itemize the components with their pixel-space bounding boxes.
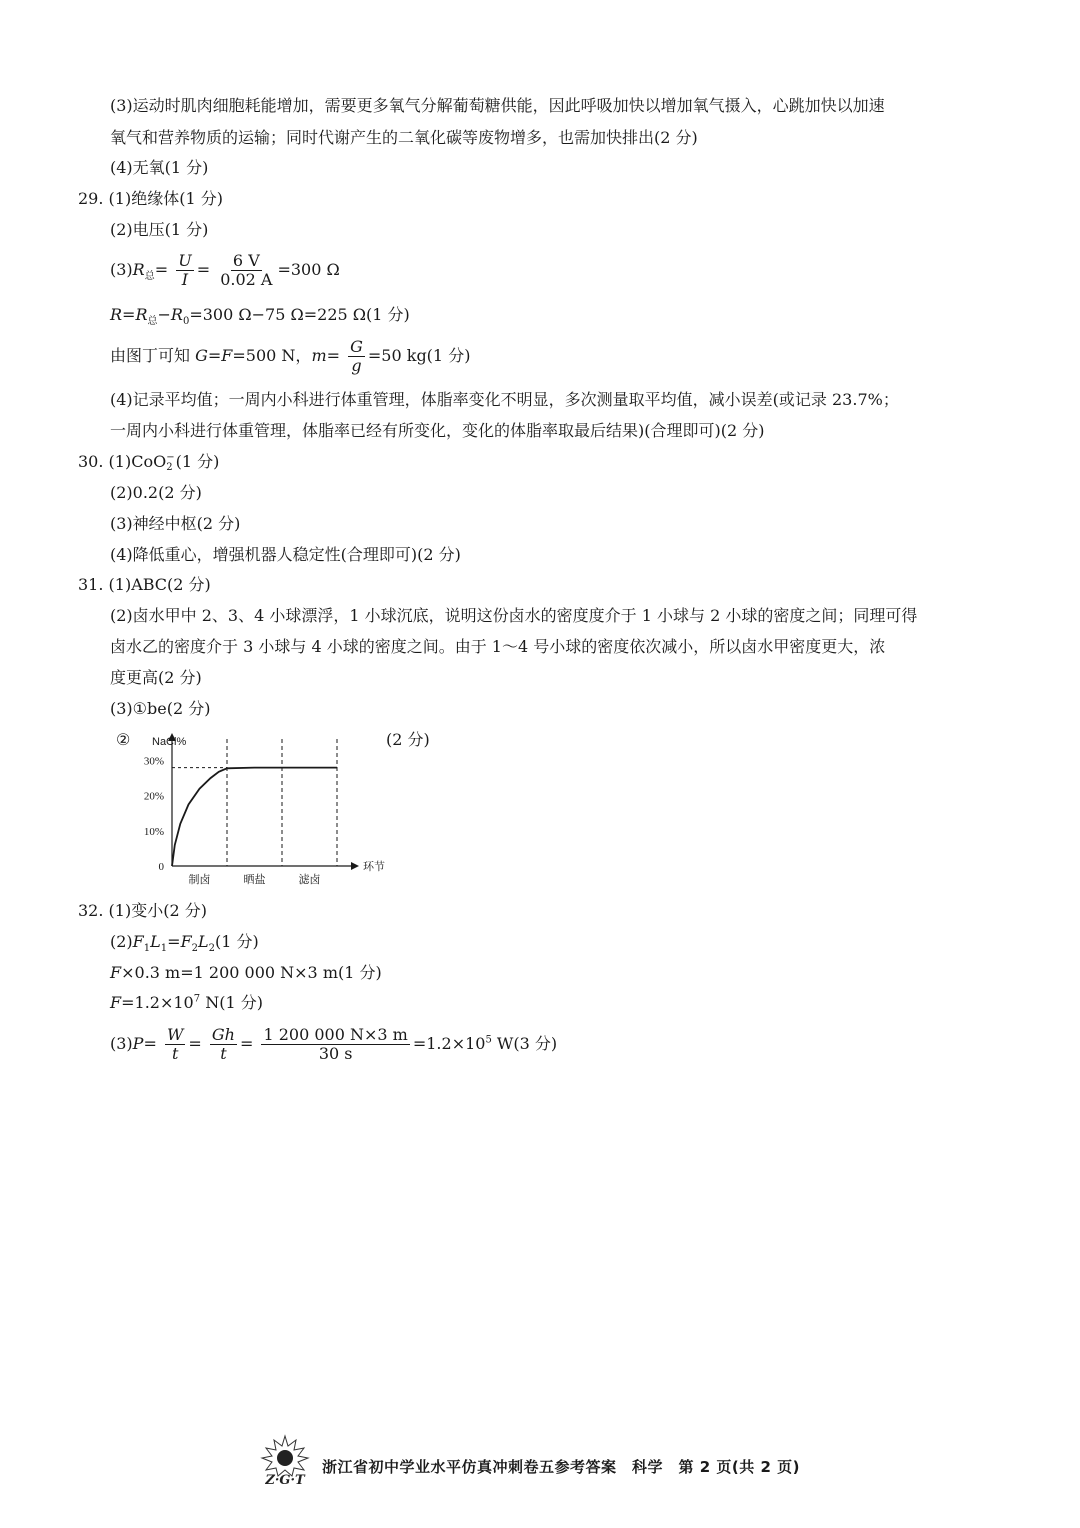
y-tick-label: 20% bbox=[143, 790, 164, 803]
denominator: g bbox=[351, 356, 362, 375]
q28-3-line1: (3)运动时肌肉细胞耗能增加，需要更多氧气分解葡萄糖供能，因此呼吸加快以增加氧气摄入，心跳加快以加速 bbox=[110, 96, 885, 115]
numerator: G bbox=[350, 337, 363, 356]
category-label: 制卤 bbox=[188, 873, 211, 886]
sub: 2 bbox=[191, 943, 199, 955]
text: W(3 分) bbox=[491, 1034, 558, 1053]
equals: = bbox=[167, 932, 181, 951]
text: (1 分) bbox=[215, 932, 259, 951]
q29-4-line2: 一周内小科进行体重管理，体脂率已经有所变化，变化的体脂率取最后结果)(合理即可)(2 分) bbox=[110, 421, 765, 440]
sub: 1 bbox=[143, 943, 151, 955]
q32-2c bbox=[110, 993, 263, 1013]
y-axis-label: NaCl% bbox=[152, 736, 187, 748]
chart-root bbox=[144, 733, 385, 886]
category-label: 晒盐 bbox=[243, 873, 266, 886]
q31-1: 31. (1)ABC(2 分) bbox=[78, 575, 211, 594]
q32-1: 32. (1)变小(2 分) bbox=[78, 901, 207, 920]
var-F1: F bbox=[132, 932, 144, 951]
formula-prefix: (3) bbox=[110, 260, 133, 279]
y-tick-label: 0 bbox=[158, 861, 164, 873]
var-F: F bbox=[221, 346, 233, 365]
fraction-work-over-time bbox=[261, 1027, 409, 1062]
exponent: 7 bbox=[193, 993, 201, 1005]
text: (1 分) bbox=[175, 452, 220, 471]
var-R: R bbox=[132, 260, 145, 279]
y-tick-label: 10% bbox=[143, 825, 164, 838]
fraction-w-over-t bbox=[165, 1027, 185, 1062]
result: =300 Ω−75 Ω=225 Ω(1 分) bbox=[189, 305, 410, 324]
exponent: 5 bbox=[485, 1034, 492, 1046]
var-R: R bbox=[110, 305, 123, 324]
category-label: 滤卤 bbox=[298, 873, 321, 886]
equals: = bbox=[122, 305, 136, 324]
text: N(1 分) bbox=[200, 993, 263, 1012]
var-m: m bbox=[311, 346, 327, 365]
text: 30. (1)CoO bbox=[78, 452, 167, 471]
equals: = bbox=[196, 260, 211, 279]
q32-3-power bbox=[110, 1024, 557, 1064]
denominator: t bbox=[171, 1044, 179, 1063]
denominator: t bbox=[220, 1044, 227, 1063]
nacl-curve bbox=[172, 768, 337, 866]
text: (3) bbox=[110, 1034, 133, 1053]
q30-1 bbox=[78, 452, 219, 473]
q30-2: (2)0.2(2 分) bbox=[110, 483, 202, 502]
var-F2: F bbox=[180, 932, 192, 951]
text: =1.2×10 bbox=[412, 1034, 486, 1053]
denominator: 0.02 A bbox=[220, 270, 273, 289]
q29-2: (2)电压(1 分) bbox=[110, 220, 209, 239]
q31-2-line2: 卤水乙的密度介于 3 小球与 4 小球的密度之间。由于 1～4 号小球的密度依次减小，所以卤水甲密度更大，浓 bbox=[110, 637, 886, 656]
equals: = bbox=[207, 346, 222, 365]
var-L2: L bbox=[198, 932, 209, 951]
text: =1.2×10 bbox=[121, 993, 194, 1012]
sub-total: 总 bbox=[144, 271, 155, 283]
q31-3-2-score: (2 分) bbox=[386, 730, 430, 749]
fraction-u-over-i bbox=[176, 253, 193, 288]
var-R-total: R bbox=[135, 305, 148, 324]
page-footer: 浙江省初中学业水平仿真冲刺卷五参考答案 科学 第 2 页(共 2 页) bbox=[322, 1458, 800, 1476]
var-F: F bbox=[110, 993, 122, 1012]
text: =500 N， bbox=[232, 346, 312, 365]
numerator: Gh bbox=[211, 1025, 235, 1044]
nacl-chart bbox=[106, 725, 386, 890]
result: =300 Ω bbox=[277, 260, 340, 279]
q29-1: 29. (1)绝缘体(1 分) bbox=[78, 189, 223, 208]
q29-3-formula bbox=[110, 252, 340, 288]
y-tick-label: 30% bbox=[143, 755, 164, 768]
numerator: U bbox=[178, 251, 192, 270]
equals: = bbox=[154, 260, 169, 279]
text: 由图丁可知 bbox=[110, 346, 196, 365]
minus: − bbox=[157, 305, 171, 324]
q28-3-line2: 氧气和营养物质的运输；同时代谢产生的二氧化碳等废物增多，也需加快排出(2 分) bbox=[110, 128, 698, 147]
subscript: 2 bbox=[166, 461, 173, 473]
q31-2-line3: 度更高(2 分) bbox=[110, 668, 202, 687]
q31-3-2-marker: ② bbox=[116, 730, 131, 749]
equals: = bbox=[239, 1034, 254, 1053]
q30-3: (3)神经中枢(2 分) bbox=[110, 514, 241, 533]
sub-total: 总 bbox=[147, 316, 158, 328]
denominator: I bbox=[181, 270, 189, 289]
var-L1: L bbox=[150, 932, 161, 951]
var-G: G bbox=[195, 346, 208, 365]
q32-2 bbox=[110, 932, 259, 955]
equals: = bbox=[143, 1034, 157, 1053]
charge-sup: − bbox=[166, 451, 175, 463]
numerator: 6 V bbox=[232, 251, 260, 270]
denominator: 30 s bbox=[318, 1044, 353, 1063]
numerator: W bbox=[166, 1025, 184, 1044]
zgt-logo-icon bbox=[252, 1432, 318, 1488]
result: =50 kg(1 分) bbox=[367, 346, 471, 365]
var-P: P bbox=[132, 1034, 144, 1053]
q31-3-1: (3)①be(2 分) bbox=[110, 699, 211, 718]
numerator: 1 200 000 N×3 m bbox=[263, 1025, 408, 1044]
ion-script bbox=[166, 453, 174, 473]
fraction-gh-over-t bbox=[210, 1027, 237, 1062]
text: ×0.3 m=1 200 000 N×3 m(1 分) bbox=[121, 963, 382, 982]
var-R0: R bbox=[170, 305, 183, 324]
fraction-g-over-g bbox=[348, 339, 365, 374]
text: (2) bbox=[110, 932, 133, 951]
q29-3-mass bbox=[110, 338, 470, 374]
q31-2-line1: (2)卤水甲中 2、3、4 小球漂浮，1 小球沉底，说明这份卤水的密度度介于 1 小球与 2 小球的密度之间；同理可得 bbox=[110, 606, 918, 625]
fraction-6v-over-002a bbox=[218, 253, 274, 288]
sub: 2 bbox=[208, 943, 216, 955]
sub: 1 bbox=[160, 943, 168, 955]
x-axis-arrow bbox=[351, 862, 359, 870]
equals: = bbox=[188, 1034, 202, 1053]
x-axis-label: 环节 bbox=[363, 860, 385, 873]
q28-4: (4)无氧(1 分) bbox=[110, 158, 209, 177]
var-F: F bbox=[110, 963, 122, 982]
equals: = bbox=[326, 346, 341, 365]
sub-0: 0 bbox=[182, 316, 190, 328]
q32-2b bbox=[110, 963, 382, 983]
logo-text: Z·G·T bbox=[265, 1473, 305, 1488]
q30-4: (4)降低重心，增强机器人稳定性(合理即可)(2 分) bbox=[110, 545, 461, 564]
q29-4-line1: (4)记录平均值；一周内小科进行体重管理，体脂率变化不明显，多次测量取平均值，减小误差(或记录 23.7%； bbox=[110, 390, 899, 409]
q29-3-resistance bbox=[110, 305, 410, 328]
